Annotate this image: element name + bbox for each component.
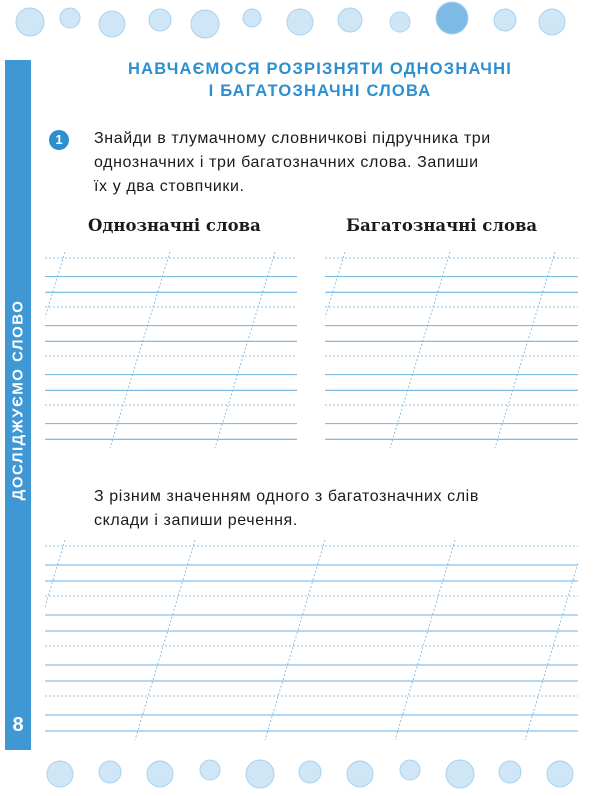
task-2-text-line-2: склади і запиши речення. <box>94 512 298 529</box>
column-heading-single-meaning: Однозначні слова <box>88 216 261 235</box>
writing-area-multi-meaning[interactable] <box>325 252 578 448</box>
task-number-badge: 1 <box>49 130 69 150</box>
writing-area-sentences[interactable] <box>45 540 578 740</box>
task-1-text-line-1: Знайди в тлумачному словничкові підручника три <box>94 130 491 147</box>
slant-line <box>45 540 65 740</box>
slant-line <box>325 252 345 448</box>
slant-line <box>110 252 170 448</box>
task-1-text-line-2: однозначних і три багатозначних слова. Запиши <box>94 154 479 171</box>
bottom-floral-border <box>0 750 600 796</box>
section-label: ДОСЛІДЖУЄМО СЛОВО <box>9 299 27 501</box>
slant-line <box>45 252 65 448</box>
column-heading-multi-meaning: Багатозначні слова <box>346 216 538 235</box>
page-number: 8 <box>12 714 24 736</box>
slant-line <box>215 252 275 448</box>
slant-line <box>525 540 578 740</box>
task-1-text-line-3: їх у два стовпчики. <box>94 178 245 195</box>
page-title-line-2: І БАГАТОЗНАЧНІ СЛОВА <box>208 82 432 100</box>
task-2-text-line-1: З різним значенням одного з багатозначних слів <box>94 488 479 505</box>
slant-line <box>395 540 455 740</box>
page-title-line-1: НАВЧАЄМОСЯ РОЗРІЗНЯТИ ОДНОЗНАЧНІ <box>127 60 512 78</box>
slant-line <box>265 540 325 740</box>
slant-line <box>495 252 555 448</box>
slant-line <box>390 252 450 448</box>
writing-area-single-meaning[interactable] <box>45 252 297 448</box>
top-floral-border <box>0 0 600 46</box>
slant-line <box>135 540 195 740</box>
